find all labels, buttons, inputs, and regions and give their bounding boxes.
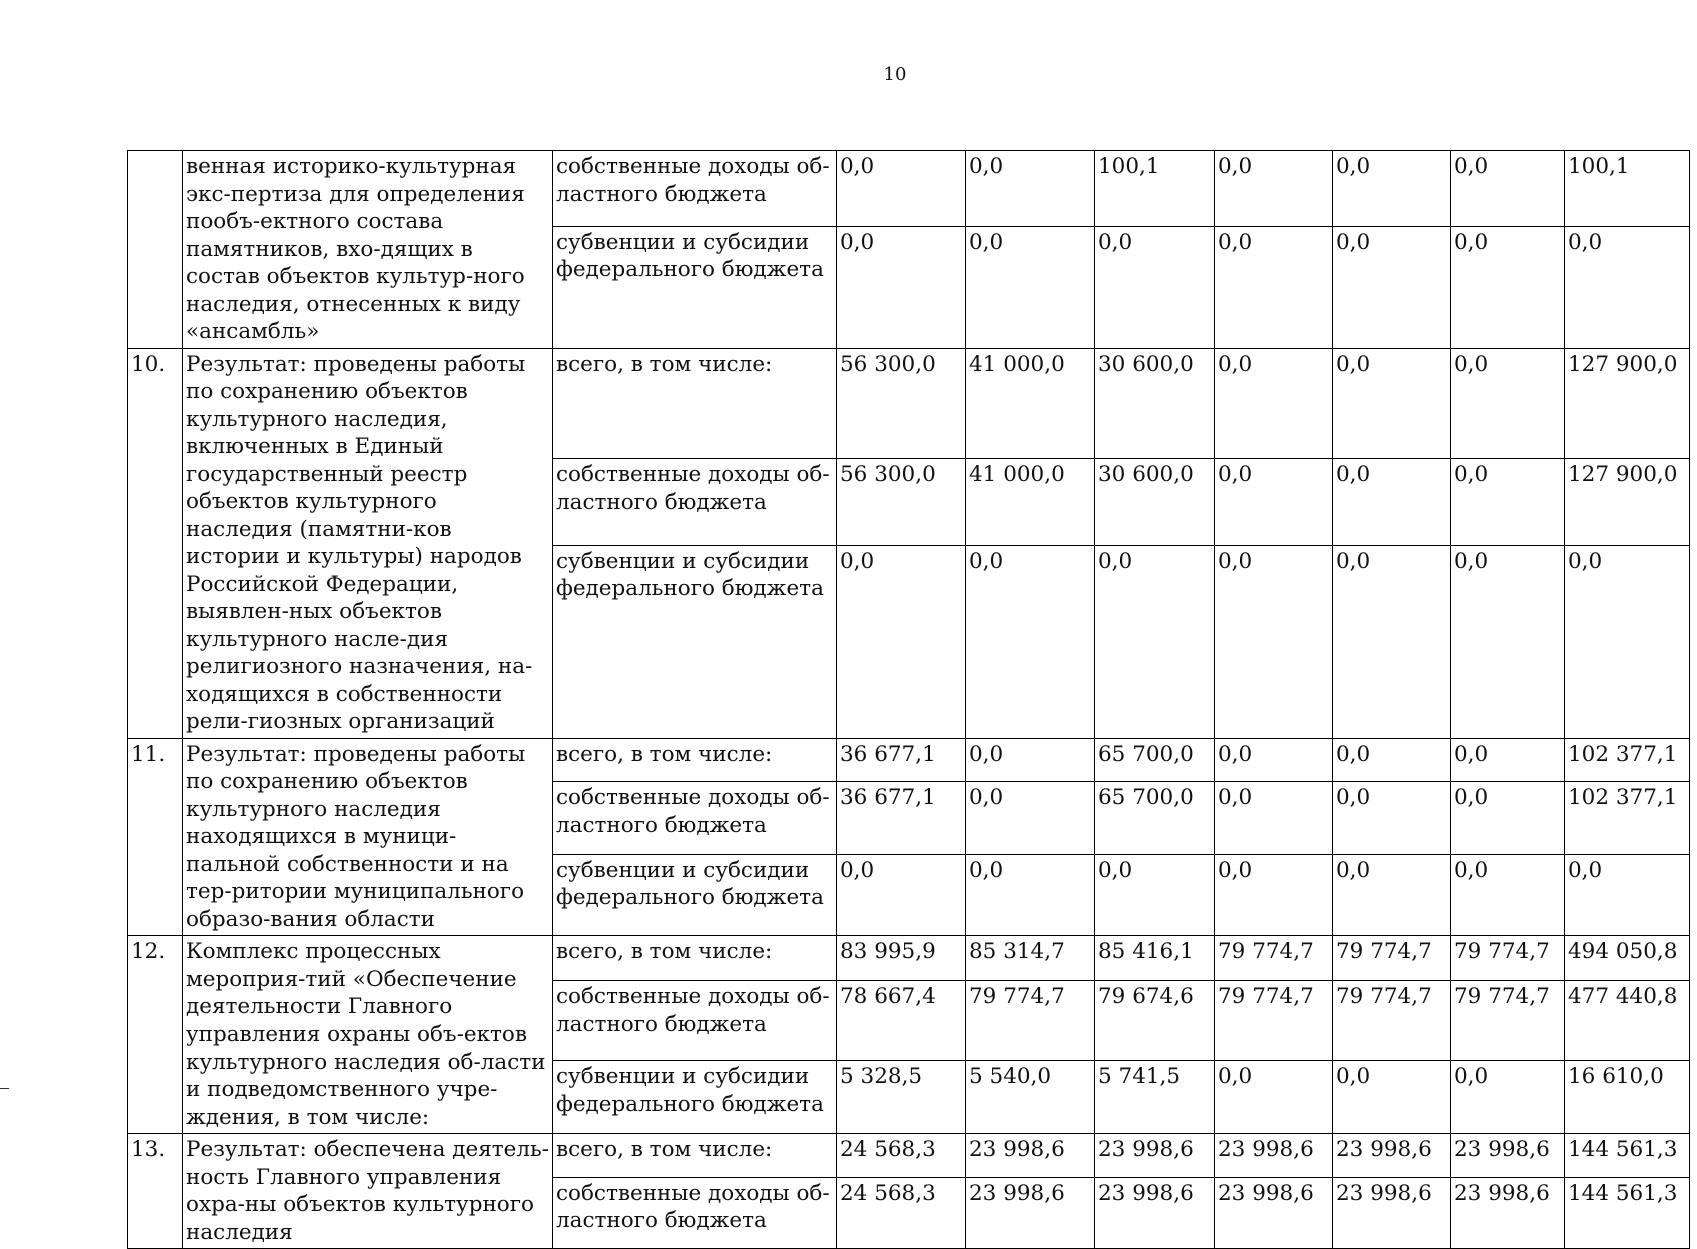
year-value: 0,0 <box>837 226 966 348</box>
year-value: 56 300,0 <box>837 348 966 458</box>
year-value: 79 774,7 <box>1333 936 1451 981</box>
table-row <box>128 1134 1690 1178</box>
year-value: 0,0 <box>966 738 1095 781</box>
total-value: 494 050,8 <box>1565 936 1690 981</box>
funding-source: субвенции и субсидии федерального бюджета <box>553 226 837 348</box>
year-value: 30 600,0 <box>1095 459 1215 546</box>
year-value: 0,0 <box>1333 782 1451 854</box>
year-value: 85 416,1 <box>1095 936 1215 981</box>
total-value: 144 561,3 <box>1565 1134 1690 1178</box>
funding-source: собственные доходы об-ластного бюджета <box>553 459 837 546</box>
year-value: 5 540,0 <box>966 1061 1095 1134</box>
year-value: 0,0 <box>1451 854 1565 936</box>
funding-source: всего, в том числе: <box>553 348 837 458</box>
year-value: 79 674,6 <box>1095 981 1215 1061</box>
year-value: 0,0 <box>966 151 1095 227</box>
year-value: 0,0 <box>966 226 1095 348</box>
total-value: 102 377,1 <box>1565 738 1690 781</box>
year-value: 0,0 <box>1333 738 1451 781</box>
row-number: 12. <box>128 936 183 1134</box>
year-value: 0,0 <box>1451 459 1565 546</box>
year-value: 23 998,6 <box>1215 1177 1333 1248</box>
row-number: 10. <box>128 348 183 738</box>
year-value: 0,0 <box>1095 545 1215 738</box>
year-value: 85 314,7 <box>966 936 1095 981</box>
year-value: 0,0 <box>837 545 966 738</box>
year-value: 5 741,5 <box>1095 1061 1215 1134</box>
year-value: 0,0 <box>1451 738 1565 781</box>
year-value: 23 998,6 <box>1333 1134 1451 1178</box>
year-value: 36 677,1 <box>837 738 966 781</box>
budget-table <box>127 150 1690 1249</box>
margin-mark <box>0 1088 9 1089</box>
funding-source: всего, в том числе: <box>553 936 837 981</box>
year-value: 23 998,6 <box>1451 1177 1565 1248</box>
year-value: 24 568,3 <box>837 1134 966 1178</box>
activity-description: Результат: проведены работы по сохранению объектов культурного наследия, включенных в Единый государственный реестр объектов культурного наследия (памятни-ков истории и культуры) народов Российской Федерации, выявлен-ных объектов культурного насле-дия религиозного назначения, на-ходящихся в собственности рели-гиозных организаций <box>183 348 553 738</box>
funding-source: всего, в том числе: <box>553 738 837 781</box>
year-value: 0,0 <box>966 782 1095 854</box>
year-value: 0,0 <box>1215 1061 1333 1134</box>
year-value: 0,0 <box>1215 738 1333 781</box>
total-value: 0,0 <box>1565 226 1690 348</box>
year-value: 79 774,7 <box>1215 936 1333 981</box>
year-value: 0,0 <box>1215 226 1333 348</box>
activity-description: Результат: проведены работы по сохранению объектов культурного наследия находящихся в муници-пальной собственности и на тер-ритории муниципального образо-вания области <box>183 738 553 936</box>
year-value: 78 667,4 <box>837 981 966 1061</box>
year-value: 41 000,0 <box>966 459 1095 546</box>
total-value: 100,1 <box>1565 151 1690 227</box>
row-number <box>128 151 183 349</box>
funding-source: собственные доходы об-ластного бюджета <box>553 782 837 854</box>
year-value: 79 774,7 <box>1451 936 1565 981</box>
year-value: 65 700,0 <box>1095 738 1215 781</box>
year-value: 23 998,6 <box>966 1134 1095 1178</box>
funding-source: субвенции и субсидии федерального бюджета <box>553 1061 837 1134</box>
year-value: 23 998,6 <box>1095 1134 1215 1178</box>
table-row <box>128 738 1690 781</box>
year-value: 56 300,0 <box>837 459 966 546</box>
year-value: 0,0 <box>1451 545 1565 738</box>
table-row <box>128 348 1690 458</box>
year-value: 0,0 <box>837 151 966 227</box>
year-value: 0,0 <box>1333 545 1451 738</box>
table-row <box>128 151 1690 227</box>
row-number: 11. <box>128 738 183 936</box>
year-value: 0,0 <box>1451 782 1565 854</box>
year-value: 0,0 <box>1333 1061 1451 1134</box>
year-value: 0,0 <box>1333 348 1451 458</box>
total-value: 0,0 <box>1565 854 1690 936</box>
year-value: 0,0 <box>1095 854 1215 936</box>
funding-source: субвенции и субсидии федерального бюджета <box>553 545 837 738</box>
row-number: 13. <box>128 1134 183 1249</box>
funding-source: собственные доходы об-ластного бюджета <box>553 151 837 227</box>
funding-source: собственные доходы об-ластного бюджета <box>553 981 837 1061</box>
year-value: 30 600,0 <box>1095 348 1215 458</box>
activity-description: Комплекс процессных мероприя-тий «Обеспечение деятельности Главного управления охраны объ-ектов культурного наследия об-ласти и подведомственного учре-ждения, в том числе: <box>183 936 553 1134</box>
total-value: 127 900,0 <box>1565 459 1690 546</box>
year-value: 36 677,1 <box>837 782 966 854</box>
year-value: 0,0 <box>1215 545 1333 738</box>
year-value: 0,0 <box>1333 459 1451 546</box>
year-value: 79 774,7 <box>966 981 1095 1061</box>
funding-source: собственные доходы об-ластного бюджета <box>553 1177 837 1248</box>
year-value: 0,0 <box>837 854 966 936</box>
year-value: 0,0 <box>1333 226 1451 348</box>
year-value: 0,0 <box>1333 854 1451 936</box>
year-value: 0,0 <box>1333 151 1451 227</box>
year-value: 79 774,7 <box>1451 981 1565 1061</box>
activity-description: Результат: обеспечена деятель-ность Главного управления охра-ны объектов культурного наследия <box>183 1134 553 1249</box>
year-value: 23 998,6 <box>1333 1177 1451 1248</box>
year-value: 0,0 <box>966 854 1095 936</box>
year-value: 79 774,7 <box>1215 981 1333 1061</box>
total-value: 102 377,1 <box>1565 782 1690 854</box>
funding-source: всего, в том числе: <box>553 1134 837 1178</box>
year-value: 83 995,9 <box>837 936 966 981</box>
year-value: 0,0 <box>1451 348 1565 458</box>
total-value: 16 610,0 <box>1565 1061 1690 1134</box>
year-value: 0,0 <box>1215 459 1333 546</box>
year-value: 0,0 <box>1215 348 1333 458</box>
year-value: 23 998,6 <box>1215 1134 1333 1178</box>
year-value: 0,0 <box>1451 1061 1565 1134</box>
total-value: 0,0 <box>1565 545 1690 738</box>
year-value: 79 774,7 <box>1333 981 1451 1061</box>
year-value: 23 998,6 <box>1451 1134 1565 1178</box>
year-value: 0,0 <box>1451 226 1565 348</box>
activity-description: венная историко-культурная экс-пертиза для определения пообъ-ектного состава памятников, вхо-дящих в состав объектов культур-ного наследия, отнесенных к виду «ансамбль» <box>183 151 553 349</box>
total-value: 127 900,0 <box>1565 348 1690 458</box>
year-value: 0,0 <box>1095 226 1215 348</box>
total-value: 477 440,8 <box>1565 981 1690 1061</box>
total-value: 144 561,3 <box>1565 1177 1690 1248</box>
funding-source: субвенции и субсидии федерального бюджета <box>553 854 837 936</box>
year-value: 0,0 <box>1215 854 1333 936</box>
year-value: 41 000,0 <box>966 348 1095 458</box>
year-value: 0,0 <box>966 545 1095 738</box>
year-value: 5 328,5 <box>837 1061 966 1134</box>
page-number: 10 <box>883 64 907 85</box>
table-row <box>128 936 1690 981</box>
year-value: 23 998,6 <box>966 1177 1095 1248</box>
year-value: 23 998,6 <box>1095 1177 1215 1248</box>
year-value: 0,0 <box>1215 151 1333 227</box>
year-value: 65 700,0 <box>1095 782 1215 854</box>
year-value: 0,0 <box>1451 151 1565 227</box>
year-value: 100,1 <box>1095 151 1215 227</box>
year-value: 24 568,3 <box>837 1177 966 1248</box>
year-value: 0,0 <box>1215 782 1333 854</box>
